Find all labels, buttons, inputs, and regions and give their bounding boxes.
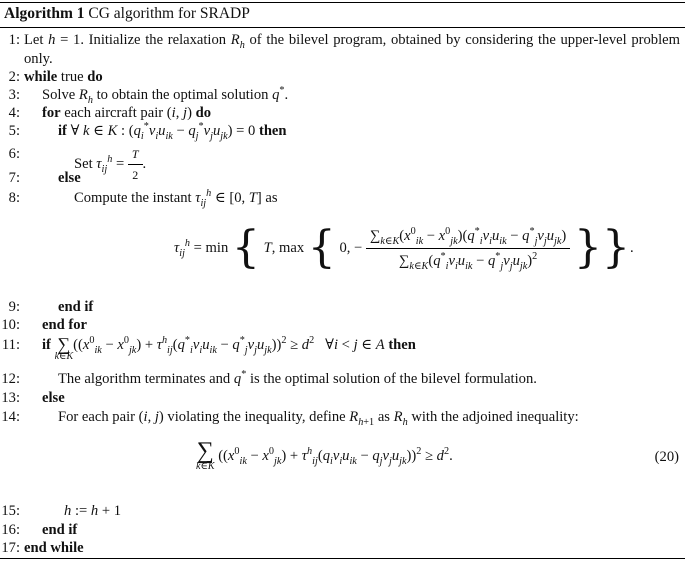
line-number: 16: [1,522,20,538]
kw-while: while [24,69,58,85]
kw-end-while: end while [24,540,84,556]
line-12-text: The algorithm terminates and q* is the optimal solution of the bilevel formulation. [58,369,537,387]
line-number: 15: [1,503,20,519]
kw-for: for [42,105,61,121]
caption-label: Algorithm 1 [4,5,85,22]
line-1-text: Let h = 1. Initialize the relaxation $R_h$ of the bilevel program, obtained by considering the upper-level problem only. [24,32,680,67]
algorithm-caption [4,5,250,23]
kw-then: then [258,123,287,139]
line-10-text [42,316,87,334]
line-5-text: if ∀ k ∈ K : $(q_i^*v_iu_{ik} - q_j^*v_ju_{jk}) = 0$ then [58,121,287,142]
tau-fraction: $\frac{\sum_{k\in K}(x^0_{ik} - x^0_{jk})(q^*_iv_iu_{ik} - q^*_jv_ju_{jk})}{\sum_{k\in K}(q^*_iv_iu_{ik} - q^*_jv_ju_{jk})^2}$ [366,227,570,270]
line-3-text: Solve $R_h$ to obtain the optimal solution q*. [42,85,289,106]
line-number: 13: [1,390,20,406]
kw-end-if: end if [58,299,94,315]
line-9-text [58,298,93,316]
line-7-text [58,169,81,187]
line-number: 8: [8,190,20,206]
line-16-text [42,521,77,539]
equation-number: (20) [654,449,679,465]
line-11-text: if ∑ k∈K $((x^0_{ik} - x^0_{jk}) + \tau^h_{ij}(q^*_iv_iu_{ik} - q^*_jv_ju_{jk}))^2 \ge d^2$ ∀i < j ∈ A then [42,334,416,362]
kw-end-for: end for [42,317,87,333]
line-2-text: while true do [24,69,103,85]
kw-do: do [195,105,211,121]
bottom-rule [0,558,685,559]
line-8-text: Compute the instant $\tau_{ij}^h$ ∈ [0, T] as [74,188,278,209]
line-number: 3: [8,87,20,103]
line-14-text: For each pair (i, j) violating the inequality, define $R_{h+1}$ as $R_h$ with the adjoined inequality: [58,409,579,428]
top-rule [0,2,685,3]
kw-if: if [42,337,51,353]
mid-rule [0,27,685,28]
line-number: 9: [8,299,20,315]
line-number: 2: [8,69,20,85]
equation-20: ∑ k∈K $((x^0_{ik} - x^0_{jk}) + \tau^h_{ij}(q_iv_iu_{ik} - q_jv_ju_{jk}))^2 \ge d^2$. (20) [196,438,679,472]
line-6-text: Set $\tau_{ij}^h$ = $\frac{T}{2}$ . [74,147,147,182]
kw-do: do [87,69,103,85]
kw-end-if: end if [42,522,78,538]
line-4-text: for each aircraft pair (i, j) do [42,105,211,121]
line-17-text [24,539,84,557]
line-number: 1: [8,32,20,48]
line-number: 7: [8,170,20,186]
tau-equation: $\tau_{ij}^h = \min$ { T, max { 0, − $\frac{\sum_{k\in K}(x^0_{ik} - x^0_{jk})(q^*_iv_iu_{ik} - q^*_jv_ju_{jk})}{\sum_{k\in K}(q^*_iv_iu_{ik} - q^*_jv_ju_{jk})^2}$ }}. [174,222,634,273]
kw-then: then [388,337,416,353]
line-number: 4: [8,105,20,121]
line-13-text [42,389,65,407]
line-15-text: h := h + 1 [64,503,122,519]
line-number: 12: [1,371,20,387]
kw-else: else [42,390,65,406]
line-number: 6: [8,146,20,162]
kw-if: if [58,123,67,139]
line-number: 5: [8,123,20,139]
kw-else: else [58,170,81,186]
caption-text: CG algorithm for SRADP [88,5,250,22]
line-number: 14: [1,409,20,425]
line-number: 10: [1,317,20,333]
line-number: 17: [1,540,20,556]
line-number: 11: [1,337,20,353]
